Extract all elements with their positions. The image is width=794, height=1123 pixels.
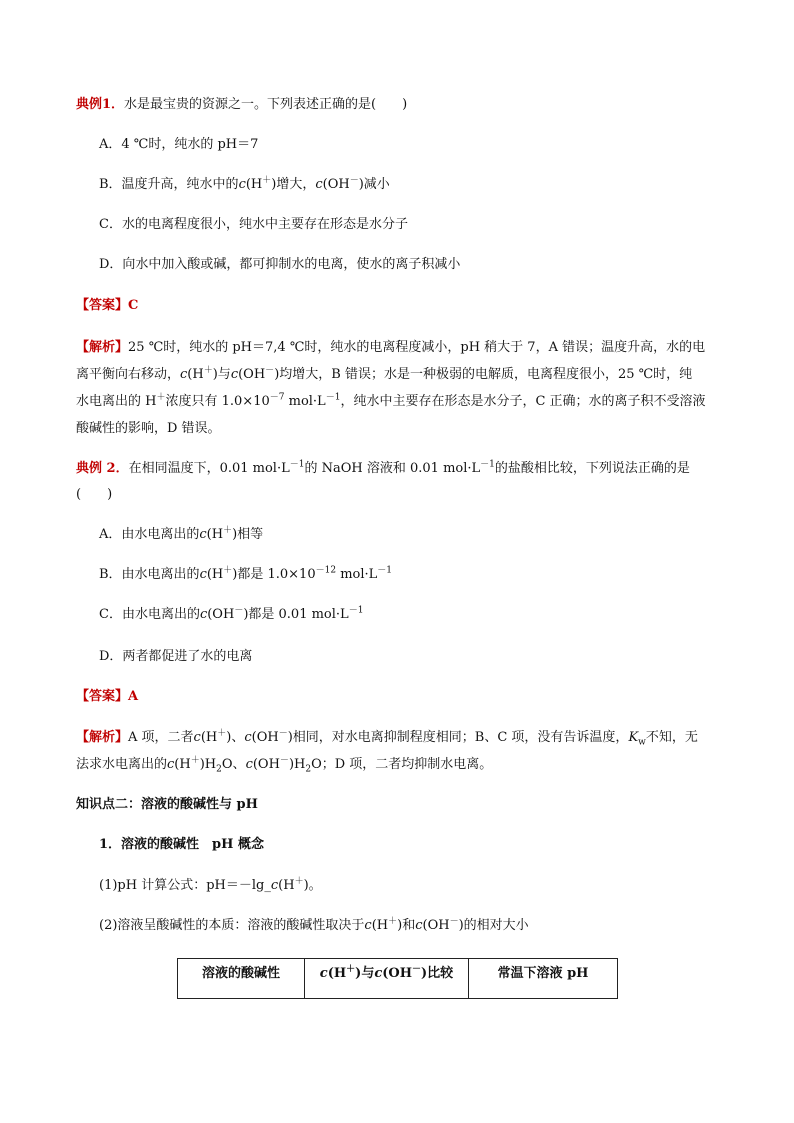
example2-stem-paren: ( ) — [76, 487, 113, 502]
example1-option-b: B．温度升高，纯水中的c(H＋)增大，c(OH－)减小 — [99, 175, 390, 192]
example1-analysis-line3: 水电离出的 H＋浓度只有 $1.0\times 10^{-7}$ $mol\cdot L^{-1}$，纯水中主要存在形态是水分子，C 正确；水的离子积不受溶液 — [76, 392, 706, 409]
table-header-row — [178, 959, 618, 999]
analysis-label: 【解析】 — [76, 340, 129, 355]
example2-analysis-line1: 【解析】A 项，二者c(H＋)、c(OH－)相同，对水电离抑制程度相同；B、C 项，没有告诉温度，$K_w$不知，无 — [76, 728, 698, 748]
example2-answer — [76, 688, 138, 706]
ph-table — [177, 958, 618, 999]
analysis-label: 【解析】 — [76, 730, 129, 745]
example2-analysis-line2: 法求水电离出的$c(H^+)H_2O$、$c(OH^-)H_2O$；D 项，二者均抑制水电离。 — [76, 755, 493, 775]
example2-stem: 典例 2．在相同温度下，0.01 $mol\cdot L^{-1}$的 NaOH 溶液和 0.01 $mol\cdot L^{-1}$的盐酸相比较，下列说法正确的是 — [76, 459, 690, 476]
example1-stem — [76, 96, 407, 114]
table-header-ph: 常温下溶液 pH — [469, 959, 618, 999]
answer-label: 【答案】 — [76, 298, 129, 313]
example1-label: 典例1． — [76, 97, 125, 112]
ph-formula: (1)pH 计算公式：pH＝－lg_c(H＋)。 — [99, 876, 322, 893]
example1-analysis-line1: 【解析】25 ℃时，纯水的 pH＝7,4 ℃时，纯水的电离程度减小，pH 稍大于 7，A 错误；温度升高，水的电 — [76, 340, 706, 355]
answer-value: A — [128, 689, 139, 704]
example1-option-d: D．向水中加入酸或碱，都可抑制水的电离，使水的离子积减小 — [99, 257, 461, 272]
example1-option-a: A．4 ℃时，纯水的 pH＝7 — [99, 137, 259, 152]
example2-option-c: C．由水电离出的c(OH－)都是 0.01 $mol\cdot L^{-1}$ — [99, 605, 364, 622]
example1-analysis-line2: 离平衡向右移动，c(H＋)与c(OH－)均增大，B 错误；水是一种极弱的电解质，电离程度很小，25 ℃时，纯 — [76, 365, 693, 382]
example1-analysis-line4: 酸碱性的影响，D 错误。 — [76, 421, 221, 436]
section-heading: 知识点二：溶液的酸碱性与 pH — [76, 797, 258, 812]
table-header-acidity: 溶液的酸碱性 — [178, 959, 305, 999]
example1-option-c: C．水的电离程度很小，纯水中主要存在形态是水分子 — [99, 217, 408, 232]
example2-option-b: B．由水电离出的c(H＋)都是 $1.0\times 10^{-12}$ $mol\cdot L^{-1}$ — [99, 565, 393, 582]
answer-value: C — [128, 298, 139, 313]
subsection-heading: 1．溶液的酸碱性 pH 概念 — [99, 837, 264, 852]
example2-option-d: D．两者都促进了水的电离 — [99, 649, 253, 664]
acidity-essence: (2)溶液呈酸碱性的本质：溶液的酸碱性取决于c(H＋)和c(OH－)的相对大小 — [99, 916, 529, 933]
example2-option-a: A．由水电离出的c(H＋)相等 — [99, 525, 264, 542]
answer-label: 【答案】 — [76, 689, 129, 704]
table-header-comparison: c(H＋)与c(OH－)比较 — [305, 959, 469, 999]
example1-question: 水是最宝贵的资源之一。下列表述正确的是( ) — [124, 97, 408, 112]
example1-answer — [76, 297, 138, 315]
example2-label: 典例 2． — [76, 461, 129, 476]
